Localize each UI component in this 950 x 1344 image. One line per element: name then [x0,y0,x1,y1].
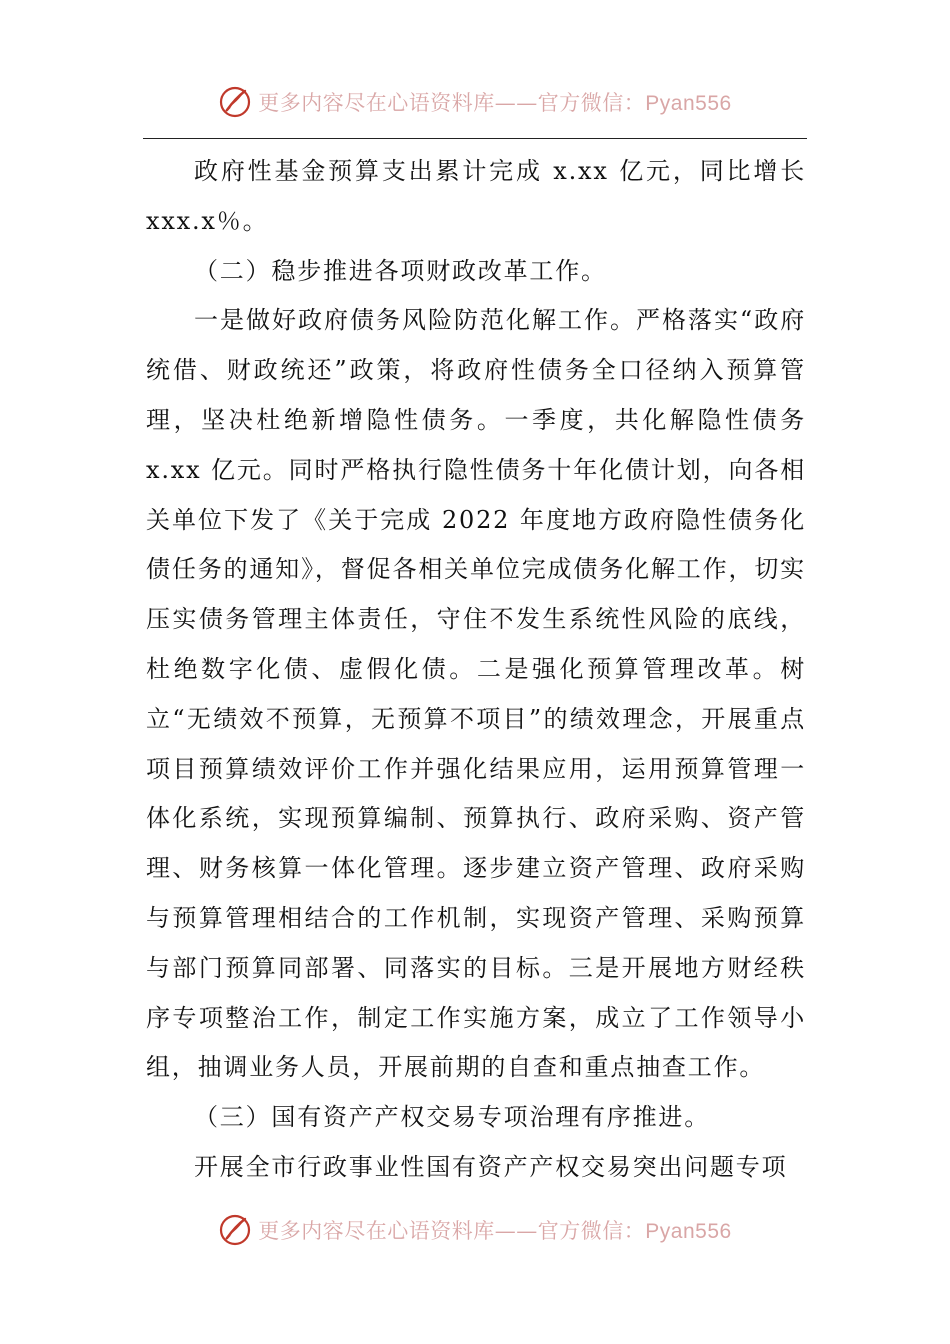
watermark-header [0,84,950,120]
paragraph-reform-work: 一是做好政府债务风险防范化解工作。严格落实“政府统借、财政统还”政策，将政府性债务全口径纳入预算管理，坚决杜绝新增隐性债务。一季度，共化解隐性债务 x.xx 亿元。同时严格执行隐性债务十年化债计划，向各相关单位下发了《关于完成 2022 年度地方政府隐性债务化债任务的通知》，督促各相关单位完成债务化解工作，切实压实债务管理主体责任，守住不发生系统性风险的底线，杜绝数字化债、虚假化债。二是强化预算管理改革。树立“无绩效不预算，无预算不项目”的绩效理念，开展重点项目预算绩效评价工作并强化结果应用，运用预算管理一体化系统，实现预算编制、预算执行、政府采购、资产管理、财务核算一体化管理。逐步建立资产管理、政府采购与预算管理相结合的工作机制，实现资产管理、采购预算与部门预算同部署、同落实的目标。三是开展地方财经秩序专项整治工作，制定工作实施方案，成立了工作领导小组，抽调业务人员，开展前期的自查和重点抽查工作。 [146,306,806,1082]
section-heading-2: （二）稳步推进各项财政改革工作。 [194,256,607,285]
quill-logo-icon [218,85,252,119]
watermark-footer [0,1212,950,1248]
watermark-text: 更多内容尽在心语资料库——官方微信：Pyan556 [258,1219,732,1243]
quill-logo-icon [218,1213,252,1247]
paragraph-asset-governance: 开展全市行政事业性国有资产产权交易突出问题专项 [194,1152,788,1181]
header-divider [143,138,807,139]
document-body [146,147,806,1193]
paragraph-fund-budget: 政府性基金预算支出累计完成 x.xx 亿元，同比增长 xxx.x％。 [146,157,806,235]
section-heading-3: （三）国有资产产权交易专项治理有序推进。 [194,1103,710,1132]
watermark-text: 更多内容尽在心语资料库——官方微信：Pyan556 [258,91,732,115]
